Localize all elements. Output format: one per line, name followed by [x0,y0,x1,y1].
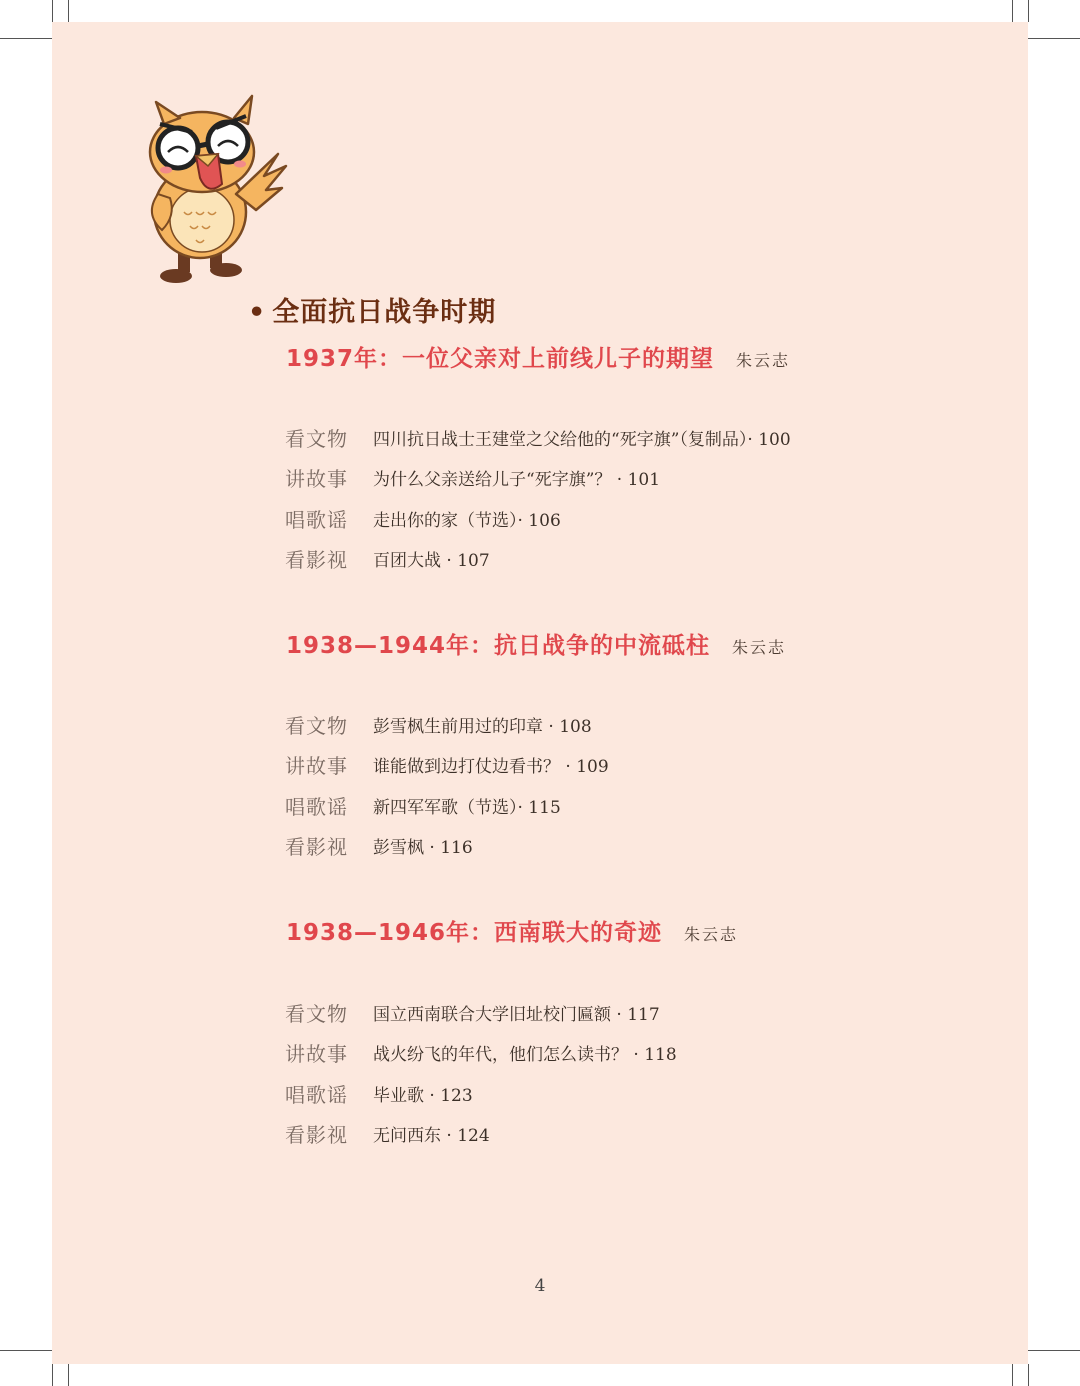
chapter-heading [286,627,786,660]
chapter-entries [285,992,677,1154]
crop-mark [1012,1364,1013,1386]
entry-category: 讲故事 [285,1042,348,1067]
entry-text: 战火纷飞的年代，他们怎么读书？ · 118 [373,1045,677,1066]
toc-entry [285,785,609,826]
entry-category: 看影视 [285,835,348,860]
chapter-title: 1938—1944年：抗日战争的中流砥柱 [286,633,711,659]
chapter-heading [286,340,790,373]
entry-category: 看影视 [285,1123,348,1148]
toc-entry [285,458,791,499]
toc-entry [285,745,609,786]
entry-category: 看文物 [285,1001,348,1026]
chapter-author: 朱云志 [684,925,739,944]
toc-entry [285,826,609,867]
entry-category: 唱歌谣 [285,507,348,532]
entry-text: 国立西南联合大学旧址校门匾额 · 117 [373,1004,660,1025]
crop-mark [1012,0,1013,22]
entry-category: 讲故事 [285,754,348,779]
entry-text: 无问西东 · 124 [373,1126,490,1147]
chapter-heading [286,914,738,947]
entry-category: 看文物 [285,426,348,451]
chapter-title: 1937年：一位父亲对上前线儿子的期望 [286,346,715,372]
crop-mark [52,0,53,22]
toc-entry [285,498,791,539]
section-title: 全面抗日战争时期 [272,297,497,328]
crop-mark [1028,1350,1080,1351]
chapter-author: 朱云志 [732,638,787,657]
entry-text: 彭雪枫生前用过的印章 · 108 [373,716,592,737]
entry-category: 看文物 [285,713,348,738]
owl-mascot-icon [136,94,296,294]
toc-entry [285,417,791,458]
entry-text: 谁能做到边打仗边看书？ · 109 [373,757,609,778]
crop-mark [68,0,69,22]
entry-category: 唱歌谣 [285,1082,348,1107]
entry-text: 百团大战 · 107 [373,551,490,572]
entry-text: 毕业歌 · 123 [373,1085,473,1106]
crop-mark [1028,38,1080,39]
crop-mark [1028,0,1029,22]
chapter-title: 1938—1946年：西南联大的奇迹 [286,920,663,946]
section-bullet: • [248,297,267,328]
toc-entry [285,1073,677,1114]
crop-mark [0,38,52,39]
toc-entry [285,539,791,580]
crop-mark [68,1364,69,1386]
toc-entry [285,1033,677,1074]
crop-mark [0,1350,52,1351]
entry-text: 为什么父亲送给儿子“死字旗”？ · 101 [373,470,661,491]
entry-category: 唱歌谣 [285,794,348,819]
entry-text: 新四军军歌（节选）· 115 [373,797,561,818]
chapter-entries [285,417,791,579]
toc-entry [285,992,677,1033]
entry-text: 走出你的家（节选）· 106 [373,510,561,531]
chapter-entries [285,704,609,866]
toc-entry [285,704,609,745]
chapter-author: 朱云志 [736,351,791,370]
section-heading [248,290,496,329]
crop-mark [1028,1364,1029,1386]
entry-category: 看影视 [285,548,348,573]
entry-text: 彭雪枫 · 116 [373,838,473,859]
entry-text: 四川抗日战士王建堂之父给他的“死字旗”（复制品）· 100 [373,429,791,450]
toc-entry [285,1114,677,1155]
page-number: 4 [534,1276,546,1296]
crop-mark [52,1364,53,1386]
book-page [52,22,1028,1364]
entry-category: 讲故事 [285,467,348,492]
